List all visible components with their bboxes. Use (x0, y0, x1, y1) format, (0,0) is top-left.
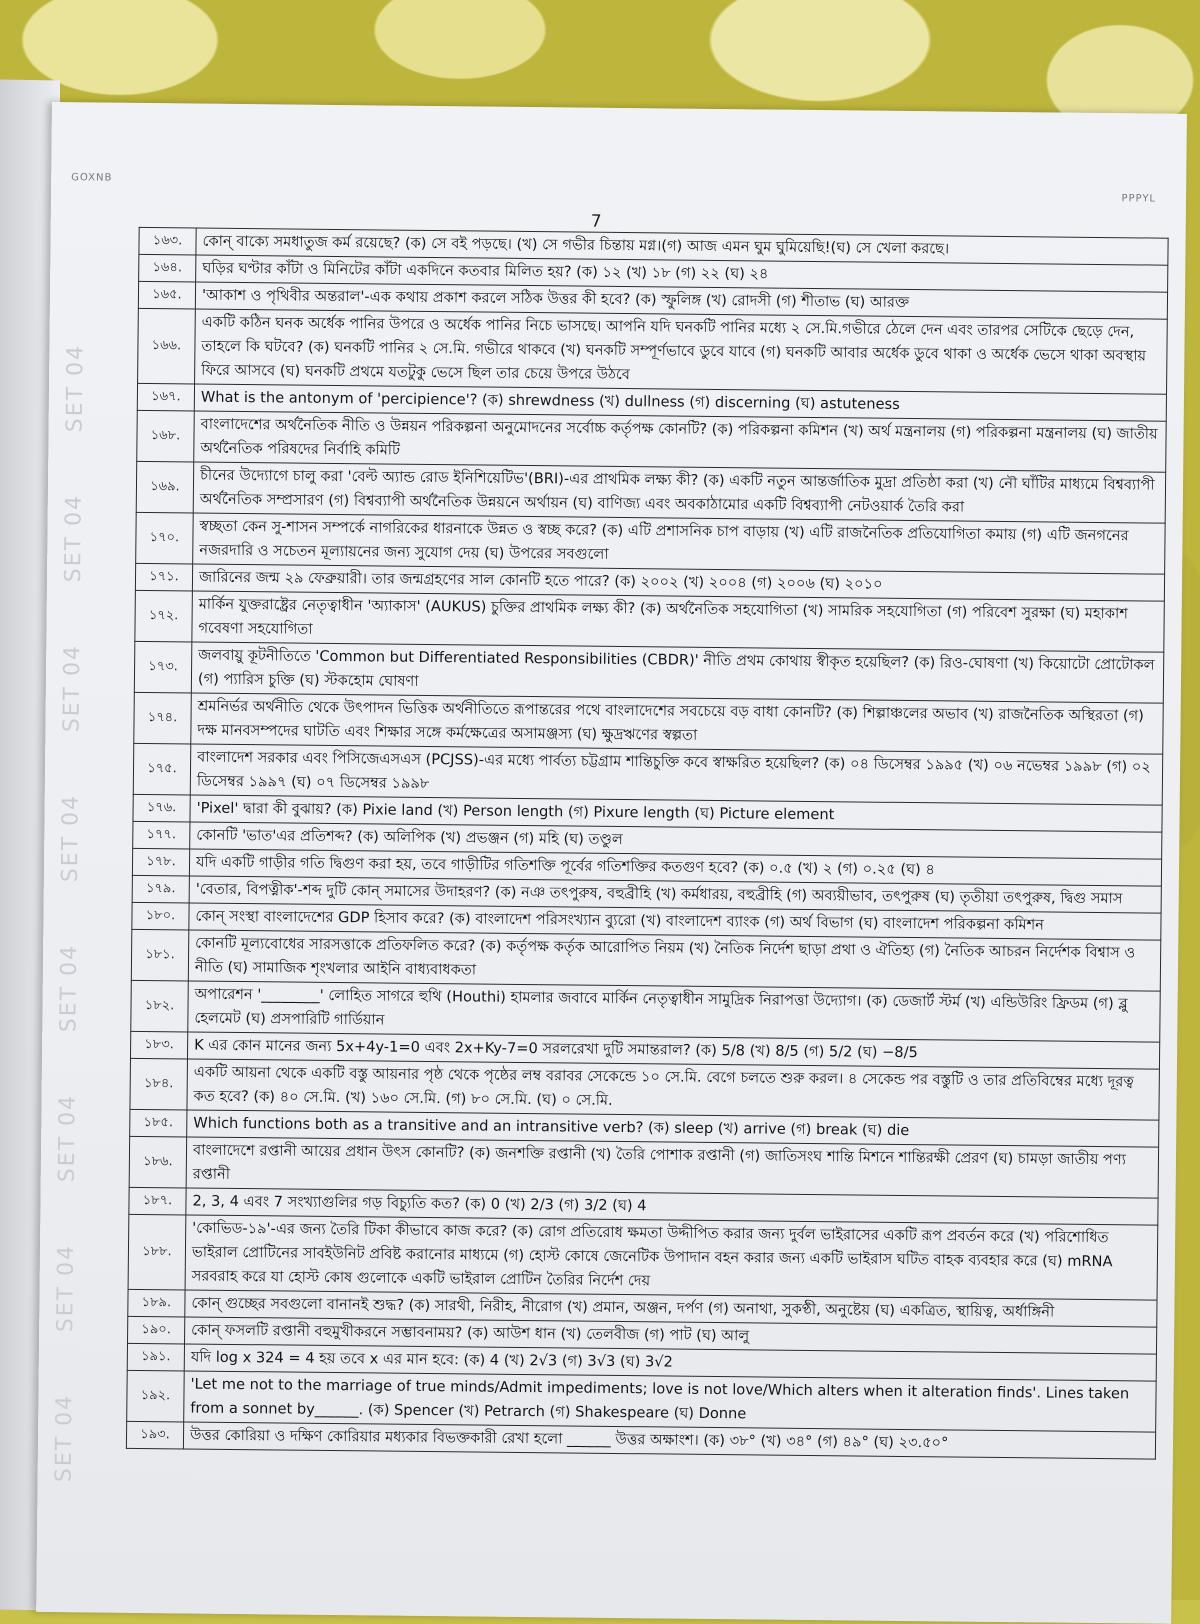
question-text: K এর কোন মানের জন্য 5x+4y-1=0 এবং 2x+Ky-7=0 সরলরেখা দুটি সমান্তরাল? (ক) 5/8 (খ) 8/5 (গ) 5/2 (ঘ) −8/5 (187, 1032, 1159, 1069)
question-text: কোন্ সংস্থা বাংলাদেশের GDP হিসাব করে? (ক) বাংলাদেশ পরিসংখ্যান ব্যুরো (খ) বাংলাদেশ ব্যাংক (গ) অর্থ বিভাগ (ঘ) বাংলাদেশ পরিকল্পনা কমিশন (189, 903, 1161, 940)
question-number: ১৭৭. (133, 821, 190, 849)
question-number: ১৭২. (135, 590, 193, 642)
set-watermark: SET 04 (54, 1093, 81, 1183)
question-number: ১৯৩. (126, 1421, 183, 1449)
question-text: বাংলাদেশ সরকার এবং পিসিজেএসএস (PCJSS)-এর মধ্যে পার্বত্য চট্টগ্রাম শান্তিচুক্তি কবে স্বাক্ষরিত হয়েছিল? (ক) ০৪ ডিসেম্বর ১৯৯৫ (খ) ০৬ নভেম্বর ১৯৯৮ (গ) ০২ ডিসেম্বর ১৯৯৭ (ঘ) ০৭ ডিসেম্বর ১৯৯৮ (190, 744, 1162, 805)
question-text: 'কোভিড-১৯'-এর জন্য তৈরি টিকা কীভাবে কাজ করে? (ক) রোগ প্রতিরোধ ক্ষমতা উদ্দীপিত করার জন্য দুর্বল ভাইরাসের একটি রূপ প্রবর্তন করে (খ) পরিশোধিত ভাইরাল প্রোটিনের সাবইউনিট প্রবিষ্ট করানোর মাধ্যমে (গ) হোস্ট কোষে জেনেটিক উপাদান বহন করার জন্য একটি ভাইরাস ঘটিত বাহক ব্যবহার করে (ঘ) mRNA সরবরাহ করে যা হোস্ট কোষ গুলোকে একটি ভাইরাল প্রোটিন তৈরির নির্দেশ দেয় (185, 1215, 1158, 1300)
question-text: একটি আয়না থেকে একটি বস্তু আয়নার পৃষ্ঠ থেকে পৃষ্ঠের লম্ব বরাবর সেকেন্ডে ১০ সে.মি. বেগে চলতে শুরু করল। ৪ সেকেন্ড পর বস্তুটি ও তার প্রতিবিম্বের মধ্যে দূরত্ব কত হবে? (ক) ৪০ সে.মি. (খ) ১৬০ সে.মি. (গ) ৮০ সে.মি. (ঘ) ০ সে.মি. (187, 1059, 1159, 1120)
question-number: ১৮৫. (130, 1109, 187, 1137)
question-number: ১৮২. (131, 980, 189, 1032)
question-number: ১৭৪. (134, 692, 192, 744)
question-text: কোনটি 'ভাত'এর প্রতিশব্দ? (ক) অলিপিক (খ) প্রভঞ্জন (গ) মহি (ঘ) তণ্ডুল (190, 822, 1162, 859)
question-number: ১৯২. (127, 1370, 185, 1422)
page-number: 7 (590, 211, 602, 232)
question-number: ১৮৩. (130, 1031, 187, 1059)
question-table (126, 227, 1169, 1460)
question-text: কোন্ গুচ্ছের সবগুলো বানানই শুদ্ধ? (ক) সারথী, নিরীহ, নীরোগ (খ) প্রমান, অঞ্জন, দর্পণ (গ) অনাথা, সুকণ্ঠী, অনুষ্টেয় (ঘ) একত্রিত, স্থায়িত্ব, অর্ধাঙ্গিনী (185, 1290, 1157, 1327)
question-text: যদি একটি গাড়ীর গতি দ্বিগুণ করা হয়, তবে গাড়ীটির গতিশক্তি পূর্বের গতিশক্তির কতগুণ হবে? (ক) ০.৫ (খ) ২ (গ) ০.২৫ (ঘ) ৪ (189, 849, 1161, 886)
set-watermark: SET 04 (62, 343, 89, 433)
question-row (128, 1214, 1158, 1300)
question-text: 2, 3, 4 এবং 7 সংখ্যাগুলির গড় বিচ্যুতি কত? (ক) 0 (খ) 2/3 (গ) 3/2 (ঘ) 4 (186, 1188, 1158, 1225)
question-number: ১৮১. (131, 929, 189, 981)
question-number: ১৮৪. (130, 1058, 188, 1110)
question-text: Which functions both as a transitive and an intransitive verb? (ক) sleep (খ) arrive (গ) break (ঘ) die (187, 1110, 1159, 1147)
set-watermark: SET 04 (57, 793, 84, 883)
question-number: ১৭৩. (134, 641, 192, 693)
question-text: জলবায়ু কূটনীতিতে 'Common but Differentiated Responsibilities (CBDR)' নীতি প্রথম কোথায় স্বীকৃত হয়েছিল? (ক) রিও-ঘোষণা (খ) কিয়োটো প্রোটোকল (গ) প্যারিস চুক্তি (ঘ) স্টকহোম ঘোষণা (191, 642, 1163, 703)
question-number: ১৭১. (135, 563, 192, 591)
question-number: ১৯১. (127, 1343, 184, 1371)
question-text: অপারেশন '________' লোহিত সাগরে হুথি (Houthi) হামলার জবাবে মার্কিন নেতৃত্বাধীন সামুদ্রিক নিরাপত্তা উদ্যোগ। (ক) ডেজার্ট স্টর্ম (খ) এন্ডিউরিং ফ্রিডম (গ) ব্লু হেলমেট (ঘ) প্রসপারিটি গার্ডিয়ান (188, 981, 1160, 1042)
question-number: ১৮৯. (128, 1289, 185, 1317)
question-text: কোনটি মূল্যবোধের সারসত্তাকে প্রতিফলিত করে? (ক) কর্তৃপক্ষ কর্তৃক আরোপিত নিয়ম (খ) নৈতিক নির্দেশ ছাড়া প্রথা ও ঐতিহ্য (গ) নৈতিক আচরন নির্দেশক বিশ্বাস ও নীতি (ঘ) সামাজিক শৃংখলার আইনি বাধ্যবাধকতা (188, 930, 1160, 991)
question-number: ১৬৩. (139, 227, 196, 255)
question-number: ১৬৬. (138, 308, 196, 384)
question-number: ১৭৮. (132, 848, 189, 876)
set-watermark: SET 04 (51, 1393, 78, 1483)
question-row (138, 308, 1168, 394)
question-number: ১৯০. (128, 1316, 185, 1344)
question-text: মার্কিন যুক্তরাষ্ট্রের নেতৃত্বাধীন 'অ্যাকাস' (AUKUS) চুক্তির প্রাথমিক লক্ষ্য কী? (ক) অর্থনৈতিক সহযোগিতা (খ) সামরিক সহযোগিতা (গ) পরিবেশ সুরক্ষা (ঘ) মহাকাশ গবেষণা সহযোগিতা (192, 591, 1164, 652)
question-text: 'আকাশ ও পৃথিবীর অন্তরাল'-এক কথায় প্রকাশ করলে সঠিক উত্তর কী হবে? (ক) স্ফুলিঙ্গ (খ) রোদসী (গ) শীতাভ (ঘ) আরক্ত (195, 282, 1167, 319)
question-text: স্বচ্ছতা কেন সু-শাসন সম্পর্কে নাগরিকের ধারনাকে উন্নত ও স্বচ্ছ করে? (ক) এটি প্রশাসনিক চাপ বাড়ায় (খ) এটি রাজনৈতিক প্রতিযোগিতা কমায় (গ) এটি জনগনের নজরদারি ও সচেতন মূল্যায়নের জন্য সুযোগ দেয় (ঘ) উপরের সবগুলো (193, 513, 1165, 574)
question-text: উত্তর কোরিয়া ও দক্ষিণ কোরিয়ার মধ্যকার বিভক্তকারী রেখা হলো ______ উত্তর অক্ষাংশ। (ক) ৩৮° (খ) ৩৪° (গ) ৪৯° (ঘ) ২৩.৫০° (183, 1422, 1155, 1459)
exam-page (36, 102, 1187, 1624)
question-number: ১৭৫. (133, 743, 191, 795)
question-number: ১৬৯. (136, 461, 194, 513)
page-code-left: GOXNB (71, 172, 113, 184)
set-watermark: SET 04 (60, 493, 87, 583)
question-text: জারিনের জন্ম ২৯ ফেব্রুয়ারী। তার জন্মগ্রহণের সাল কোনটি হতে পারে? (ক) ২০০২ (খ) ২০০৪ (গ) ২০০৬ (ঘ) ২০১০ (192, 564, 1164, 601)
question-text: একটি কঠিন ঘনক অর্ধেক পানির উপরে ও অর্ধেক পানির নিচে ভাসছে। আপনি যদি ঘনকটি পানির মধ্যে ২ সে.মি.গভীরে ঠেলে দেন এবং তারপর সেটিকে ছেড়ে দেন, তাহলে কি ঘটবে? (ক) ঘনকটি পানির ২ সে.মি. গভীরে থাকবে (খ) ঘনকটি সম্পূর্ণভাবে ডুবে যাবে (গ) ঘনকটি আবার অর্ধেক ডুবে থাকা ও অর্ধেক ভেসে থাকা অবস্থায় ফিরে আসবে (ঘ) ঘনকটি প্রথমে যতটুকু ভেসে ছিল তার চেয়ে উপরে উঠবে (195, 309, 1168, 394)
question-text: চীনের উদ্যোগে চালু করা 'বেল্ট অ্যান্ড রোড ইনিশিয়েটিভ'(BRI)-এর প্রাথমিক লক্ষ্য কী? (ক) একটি নতুন আন্তর্জাতিক মুদ্রা প্রতিষ্ঠা করা (খ) নৌ ঘাঁটির মাধ্যমে বিশ্বব্যাপী অর্থনৈতিক সম্প্রসারণ (গ) বিশ্বব্যাপী অর্থনৈতিক উন্নয়নে অর্থায়ন (ঘ) বাণিজ্য এবং অবকাঠামোর একটি বিশ্বব্যাপী নেটওয়ার্ক তৈরি করা (193, 462, 1165, 523)
page-code-right: PPPYL (1121, 193, 1157, 205)
set-watermark: SET 04 (53, 1243, 80, 1333)
question-number: ১৮৬. (129, 1136, 187, 1188)
question-number: ১৬৮. (137, 410, 195, 462)
question-number: ১৭৬. (133, 794, 190, 822)
question-number: ১৬৭. (137, 383, 194, 411)
question-text: ঘড়ির ঘণ্টার কাঁটা ও মিনিটের কাঁটা একদিনে কতবার মিলিত হয়? (ক) ১২ (খ) ১৮ (গ) ২২ (ঘ) ২৪ (196, 255, 1168, 292)
question-text: শ্রমনির্ভর অর্থনীতি থেকে উৎপাদন ভিত্তিক অর্থনীতিতে রূপান্তরের পথে বাংলাদেশের সবচেয়ে বড় বাধা কোনটি? (ক) শিল্পাঞ্চলের অভাব (খ) রাজনৈতিক অস্থিরতা (গ) দক্ষ মানবসম্পদের ঘাটতি এবং শিক্ষার সঙ্গে কর্মক্ষেত্রের অসামঞ্জস্য (ঘ) ক্ষুদ্রঋণের স্বল্পতা (191, 693, 1163, 754)
question-number: ১৬৪. (139, 254, 196, 282)
set-watermark: SET 04 (59, 643, 86, 733)
question-number: ১৭৯. (132, 875, 189, 903)
question-number: ১৮৭. (129, 1187, 186, 1215)
question-number: ১৮০. (132, 902, 189, 930)
question-text: কোন্ বাক্যে সমধাতুজ কর্ম রয়েছে? (ক) সে বই পড়ছে। (খ) সে গভীর চিন্তায় মগ্ন।(গ) আজ এমন ঘুম ঘুমিয়েছি!(ঘ) সে খেলা করছে। (196, 228, 1168, 265)
question-number: ১৬৫. (138, 281, 195, 309)
question-text: 'Pixel' দ্বারা কী বুঝায়? (ক) Pixie land (খ) Person length (গ) Pixure length (ঘ) Picture element (190, 795, 1162, 832)
question-text: বাংলাদেশে রপ্তানী আয়ের প্রধান উৎস কোনটি? (ক) জনশক্তি রপ্তানী (খ) তৈরি পোশাক রপ্তানী (গ) জাতিসংঘ শান্তি মিশনে শান্তিরক্ষী প্রেরণ (ঘ) চামড়া জাতীয় পণ্য রপ্তানী (186, 1137, 1158, 1198)
question-text: 'বেতার, বিপত্নীক'-শব্দ দুটি কোন্ সমাসের উদাহরণ? (ক) নঞ তৎপুরুষ, বহুব্রীহি (খ) কর্মধারয়, বহুব্রীহি (গ) অব্যয়ীভাব, তৎপুরুষ (ঘ) তৃতীয়া তৎপুরুষ, দ্বিগু সমাস (189, 876, 1161, 913)
question-text: যদি log x 324 = 4 হয় তবে x এর মান হবে: (ক) 4 (খ) 2√3 (গ) 3√3 (ঘ) 3√2 (184, 1344, 1156, 1381)
question-number: ১৮৮. (128, 1214, 186, 1290)
question-text: বাংলাদেশের অর্থনৈতিক নীতি ও উন্নয়ন পরিকল্পনা অনুমোদনের সর্বোচ্চ কর্তৃপক্ষ কোনটি? (ক) পরিকল্পনা কমিশন (খ) অর্থ মন্ত্রনালয় (গ) পরিকল্পনা মন্ত্রনালয় (ঘ) জাতীয় অর্থনৈতিক পরিষদের নির্বাহি কমিটি (194, 411, 1166, 472)
set-watermark: SET 04 (56, 943, 83, 1033)
question-number: ১৭০. (136, 512, 194, 564)
question-text: কোন্ ফসলটি রপ্তানী বহুমুখীকরনে সম্ভাবনাময়? (ক) আউশ ধান (খ) তেলবীজ (গ) পাট (ঘ) আলু (185, 1317, 1157, 1354)
question-text: 'Let me not to the marriage of true minds/Admit impediments; love is not love/Which alters when it alteration finds'. Lines taken from a sonnet by______. (ক) Spencer (খ) Petrarch (গ) Shakespeare (ঘ) Donne (184, 1371, 1156, 1432)
question-text: What is the antonym of 'percipience'? (ক) shrewdness (খ) dullness (গ) discerning (ঘ) astuteness (194, 384, 1166, 421)
